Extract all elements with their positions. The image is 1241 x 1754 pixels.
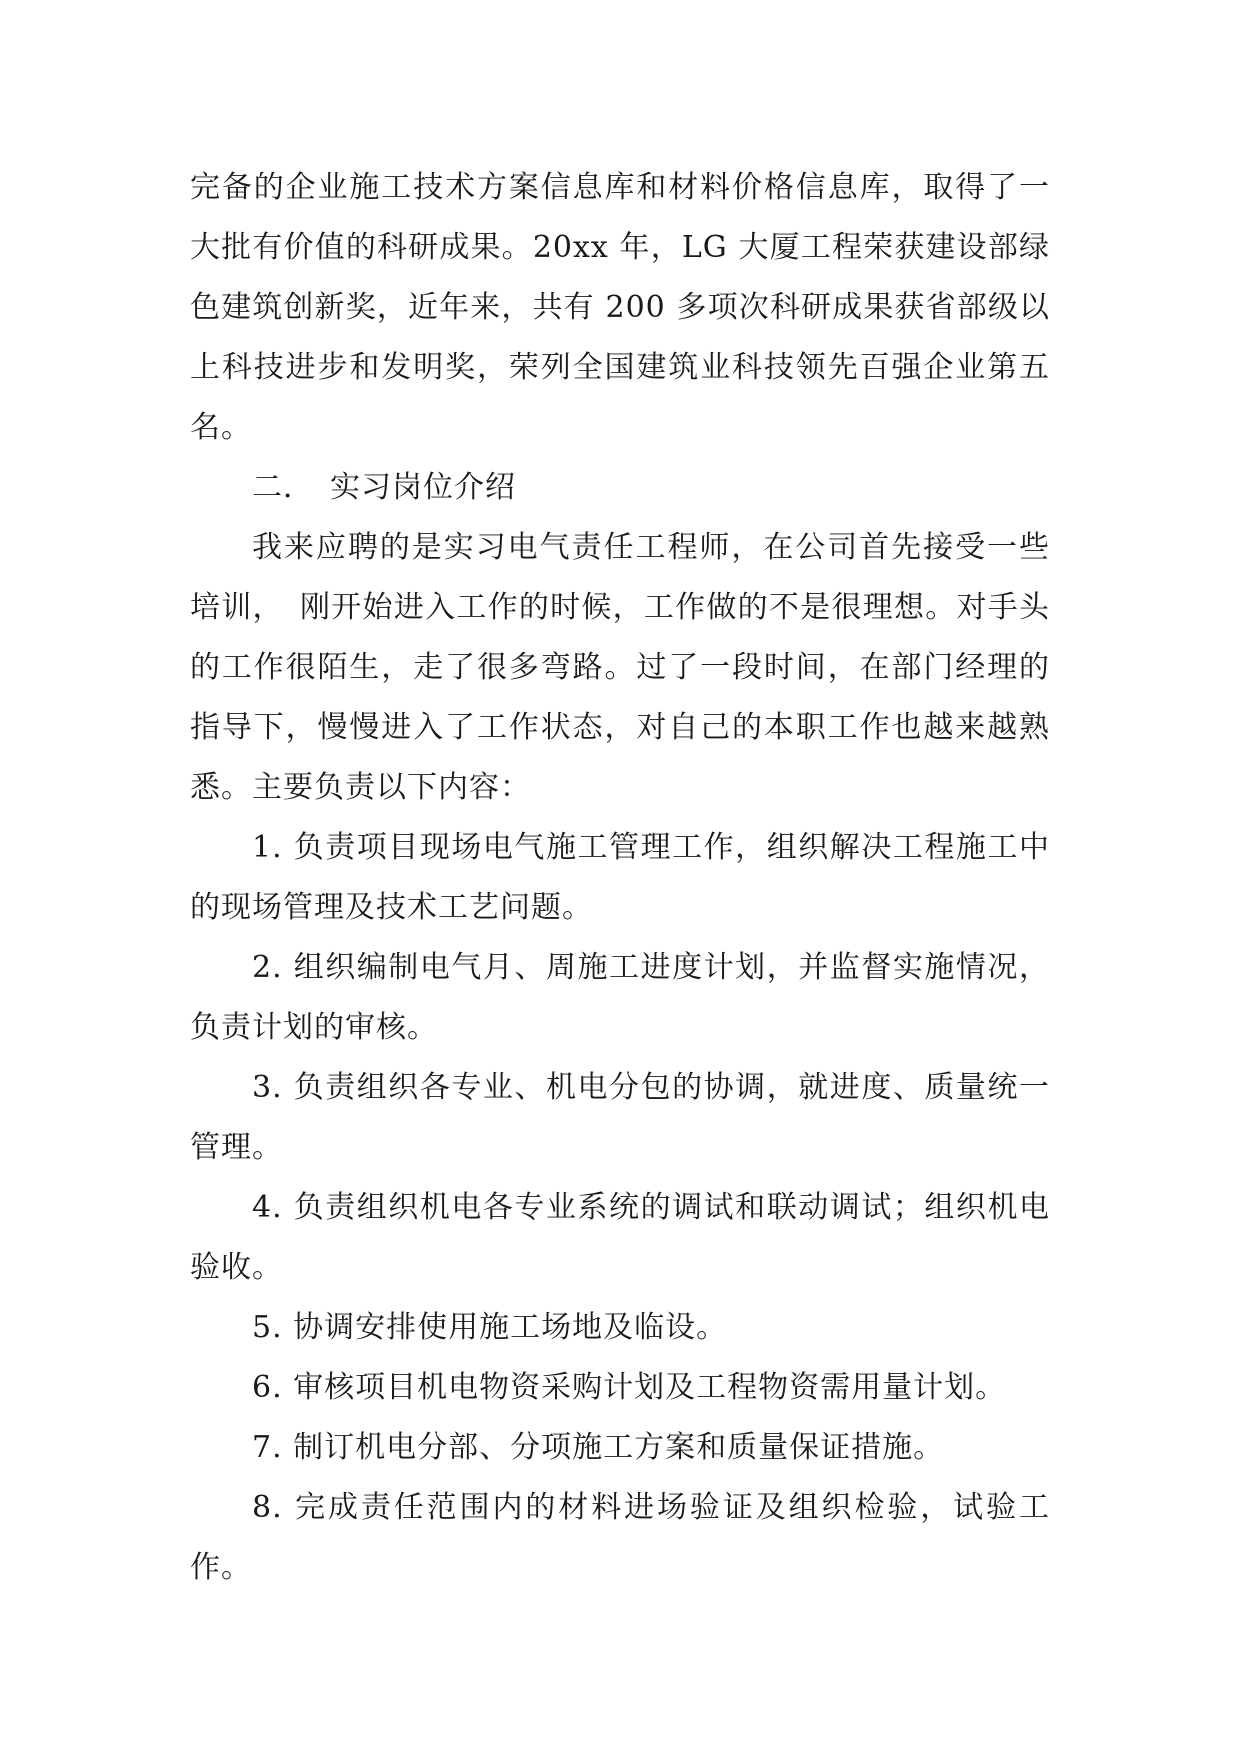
list-item-duty-1: 1. 负责项目现场电气施工管理工作，组织解决工程施工中的现场管理及技术工艺问题。 [190,830,1050,925]
list-item-duty-8: 8. 完成责任范围内的材料进场验证及组织检验，试验工作。 [190,1490,1050,1585]
document-body [190,158,1050,1598]
list-item-duty-3: 3. 负责组织各专业、机电分包的协调，就进度、质量统一管理。 [190,1070,1050,1165]
section-heading-internship-position: 二． 实习岗位介绍 [252,470,516,505]
list-item-duty-2: 2. 组织编制电气月、周施工进度计划，并监督实施情况，负责计划的审核。 [190,950,1050,1045]
paragraph-company-achievements: 完备的企业施工技术方案信息库和材料价格信息库，取得了一大批有价值的科研成果。20xx 年，LG 大厦工程荣获建设部绿色建筑创新奖，近年来，共有 200 多项次科研成果获省部级以上科技进步和发明奖，荣列全国建筑业科技领先百强企业第五名。 [190,170,1050,445]
list-item-duty-7: 7. 制订机电分部、分项施工方案和质量保证措施。 [252,1430,945,1465]
list-item-duty-6: 6. 审核项目机电物资采购计划及工程物资需用量计划。 [252,1370,1007,1405]
list-item-duty-5: 5. 协调安排使用施工场地及临设。 [252,1310,728,1345]
paragraph-position-intro: 我来应聘的是实习电气责任工程师，在公司首先接受一些培训， 刚开始进入工作的时候，工作做的不是很理想。对手头的工作很陌生，走了很多弯路。过了一段时间，在部门经理的指导下，慢慢进入了工作状态，对自己的本职工作也越来越熟悉。主要负责以下内容： [190,530,1050,805]
list-item-duty-4: 4. 负责组织机电各专业系统的调试和联动调试；组织机电验收。 [190,1190,1050,1285]
